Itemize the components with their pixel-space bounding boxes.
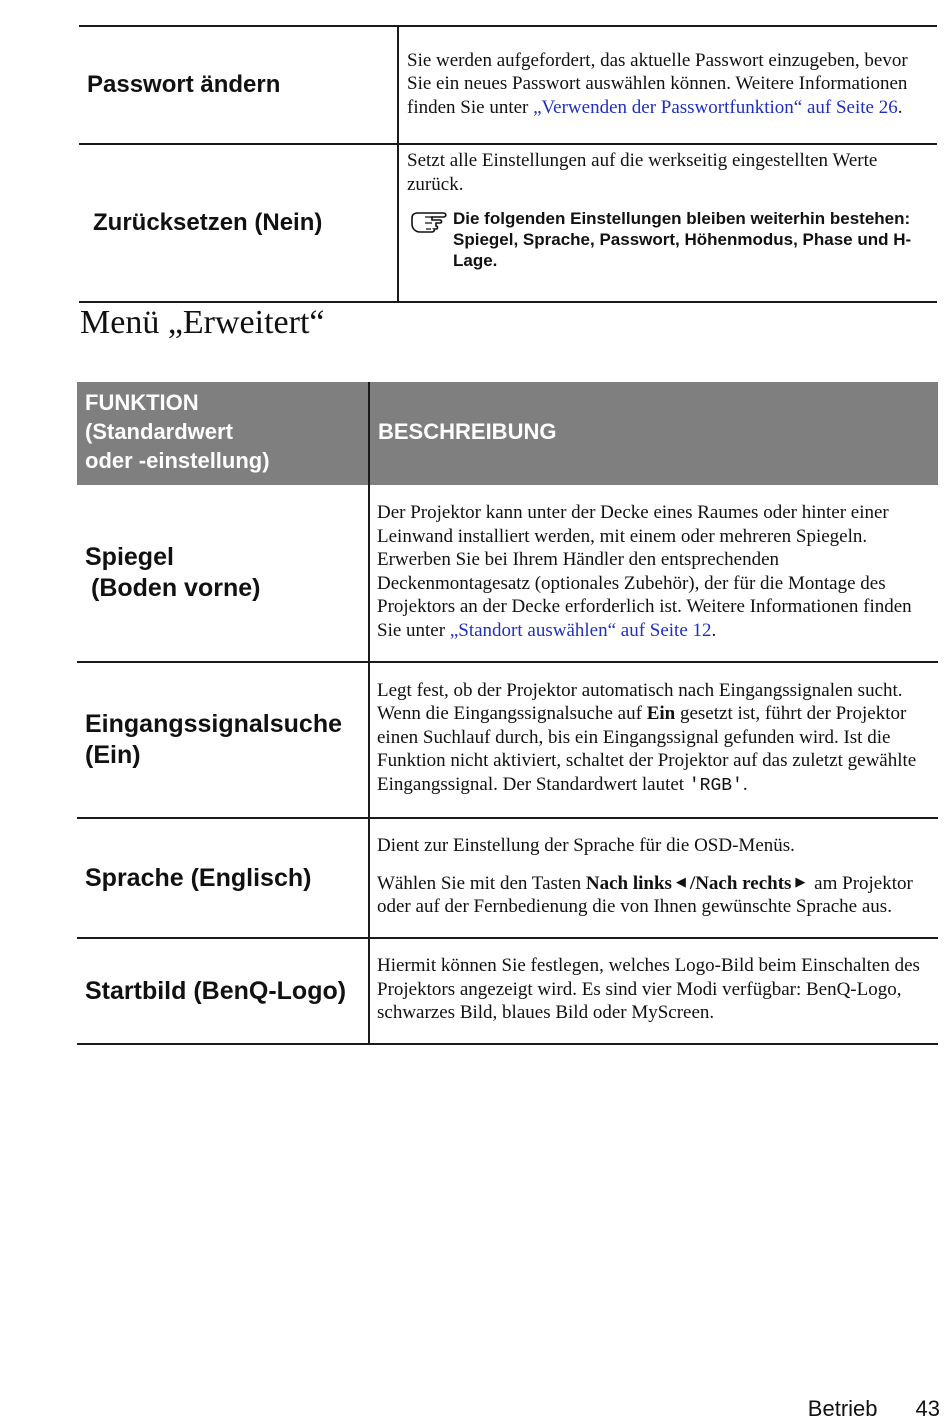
link-password-function[interactable]: „Verwenden der Passwortfunktion“ auf Seite 26 xyxy=(533,96,898,118)
emphasis: Ein xyxy=(646,703,676,725)
punctuation: . xyxy=(711,619,717,641)
settings-table-top xyxy=(79,25,937,303)
function-line: (Ein) xyxy=(85,741,141,769)
function-name: Sprache (Englisch) xyxy=(77,818,369,938)
right-arrow-icon: ▶ xyxy=(795,873,806,889)
function-line: (Boden vorne) xyxy=(91,574,261,602)
footer-section: Betrieb xyxy=(807,1396,878,1421)
pointing-hand-icon xyxy=(409,208,453,238)
description xyxy=(398,26,937,144)
code-value: 'RGB' xyxy=(688,775,743,796)
description-text: Wählen Sie mit den Tasten xyxy=(377,872,586,894)
header-line: (Standardwert xyxy=(85,419,233,444)
note-text: Die folgenden Einstellungen bleiben weiterhin bestehen: Spiegel, Sprache, Passwort, Höhenmodus, Phase und H-Lage. xyxy=(453,209,912,270)
function-name xyxy=(77,485,369,662)
table-row xyxy=(79,144,937,302)
note xyxy=(407,208,929,271)
function-line: Spiegel xyxy=(85,543,174,571)
column-header-description: BESCHREIBUNG xyxy=(369,382,938,485)
table-row xyxy=(77,485,938,662)
key-label: Nach rechts xyxy=(695,872,792,894)
header-line: oder -einstellung) xyxy=(85,448,270,473)
page-number: 43 xyxy=(915,1396,940,1421)
table-row xyxy=(79,26,937,144)
description-text: am Projektor oder auf der Fernbedienung die von Ihnen gewünschte Sprache aus. xyxy=(377,872,913,918)
page-footer xyxy=(808,1396,940,1422)
function-name xyxy=(77,662,369,818)
table-row xyxy=(77,662,938,818)
description-paragraph xyxy=(377,870,931,919)
description xyxy=(369,485,938,662)
description: Hiermit können Sie festlegen, welches Logo-Bild beim Einschalten des Projektors angezeigt wird. Es sind vier Modi verfügbar: BenQ-Logo, schwarzes Bild, blaues Bild oder MyScreen. xyxy=(369,938,938,1044)
description xyxy=(369,818,938,938)
description-text: Sie werden aufgefordert, das aktuelle Passwort einzugeben, bevor Sie ein neues Passwort auswählen können. Weitere Informationen finden Sie unter xyxy=(407,49,908,118)
punctuation: . xyxy=(897,96,903,118)
link-location[interactable]: „Standort auswählen“ auf Seite 12 xyxy=(449,619,712,641)
table-row xyxy=(77,818,938,938)
header-line: FUNKTION xyxy=(85,390,199,415)
description-text: Setzt alle Einstellungen auf die werkseitig eingestellten Werte zurück. xyxy=(407,150,878,195)
description-text: Legt fest, ob der Projektor automatisch nach Eingangssignalen sucht. Wenn die Eingangssignalsuche auf xyxy=(377,679,903,725)
description xyxy=(369,662,938,818)
table-header xyxy=(77,382,938,485)
function-name: Startbild (BenQ-Logo) xyxy=(77,938,369,1044)
function-name: Passwort ändern xyxy=(79,26,398,144)
punctuation: . xyxy=(742,773,748,795)
description-text: gesetzt ist, führt der Projektor einen Suchlauf durch, bis ein Eingangssignal gefunden wird. Ist die Funktion nicht aktiviert, schaltet der Projektor auf das zuletzt gewählte Eingangssignal. Der Standardwert lautet xyxy=(377,703,917,795)
table-row xyxy=(77,938,938,1044)
function-line: Eingangssignalsuche xyxy=(85,710,343,738)
left-arrow-icon: ◀ xyxy=(675,873,686,889)
description xyxy=(398,144,937,302)
key-label: Nach links xyxy=(585,872,672,894)
function-name: Zurücksetzen (Nein) xyxy=(79,144,398,302)
description-text: Dient zur Einstellung der Sprache für die OSD-Menüs. xyxy=(377,835,795,857)
settings-table-advanced xyxy=(77,382,938,1045)
separator: / xyxy=(689,872,696,894)
column-header-function xyxy=(77,382,369,485)
section-title: Menü „Erweitert“ xyxy=(80,304,325,341)
description-text: Der Projektor kann unter der Decke eines Raumes oder hinter einer Leinwand installiert werden, mit einem oder mehreren Spiegeln. Erwerben Sie bei Ihrem Händler den entsprechenden Deckenmontagesatz (optionales Zubehör), der für die Montage des Projektors an der Decke erforderlich ist. Weitere Informationen finden Sie unter xyxy=(377,502,912,641)
